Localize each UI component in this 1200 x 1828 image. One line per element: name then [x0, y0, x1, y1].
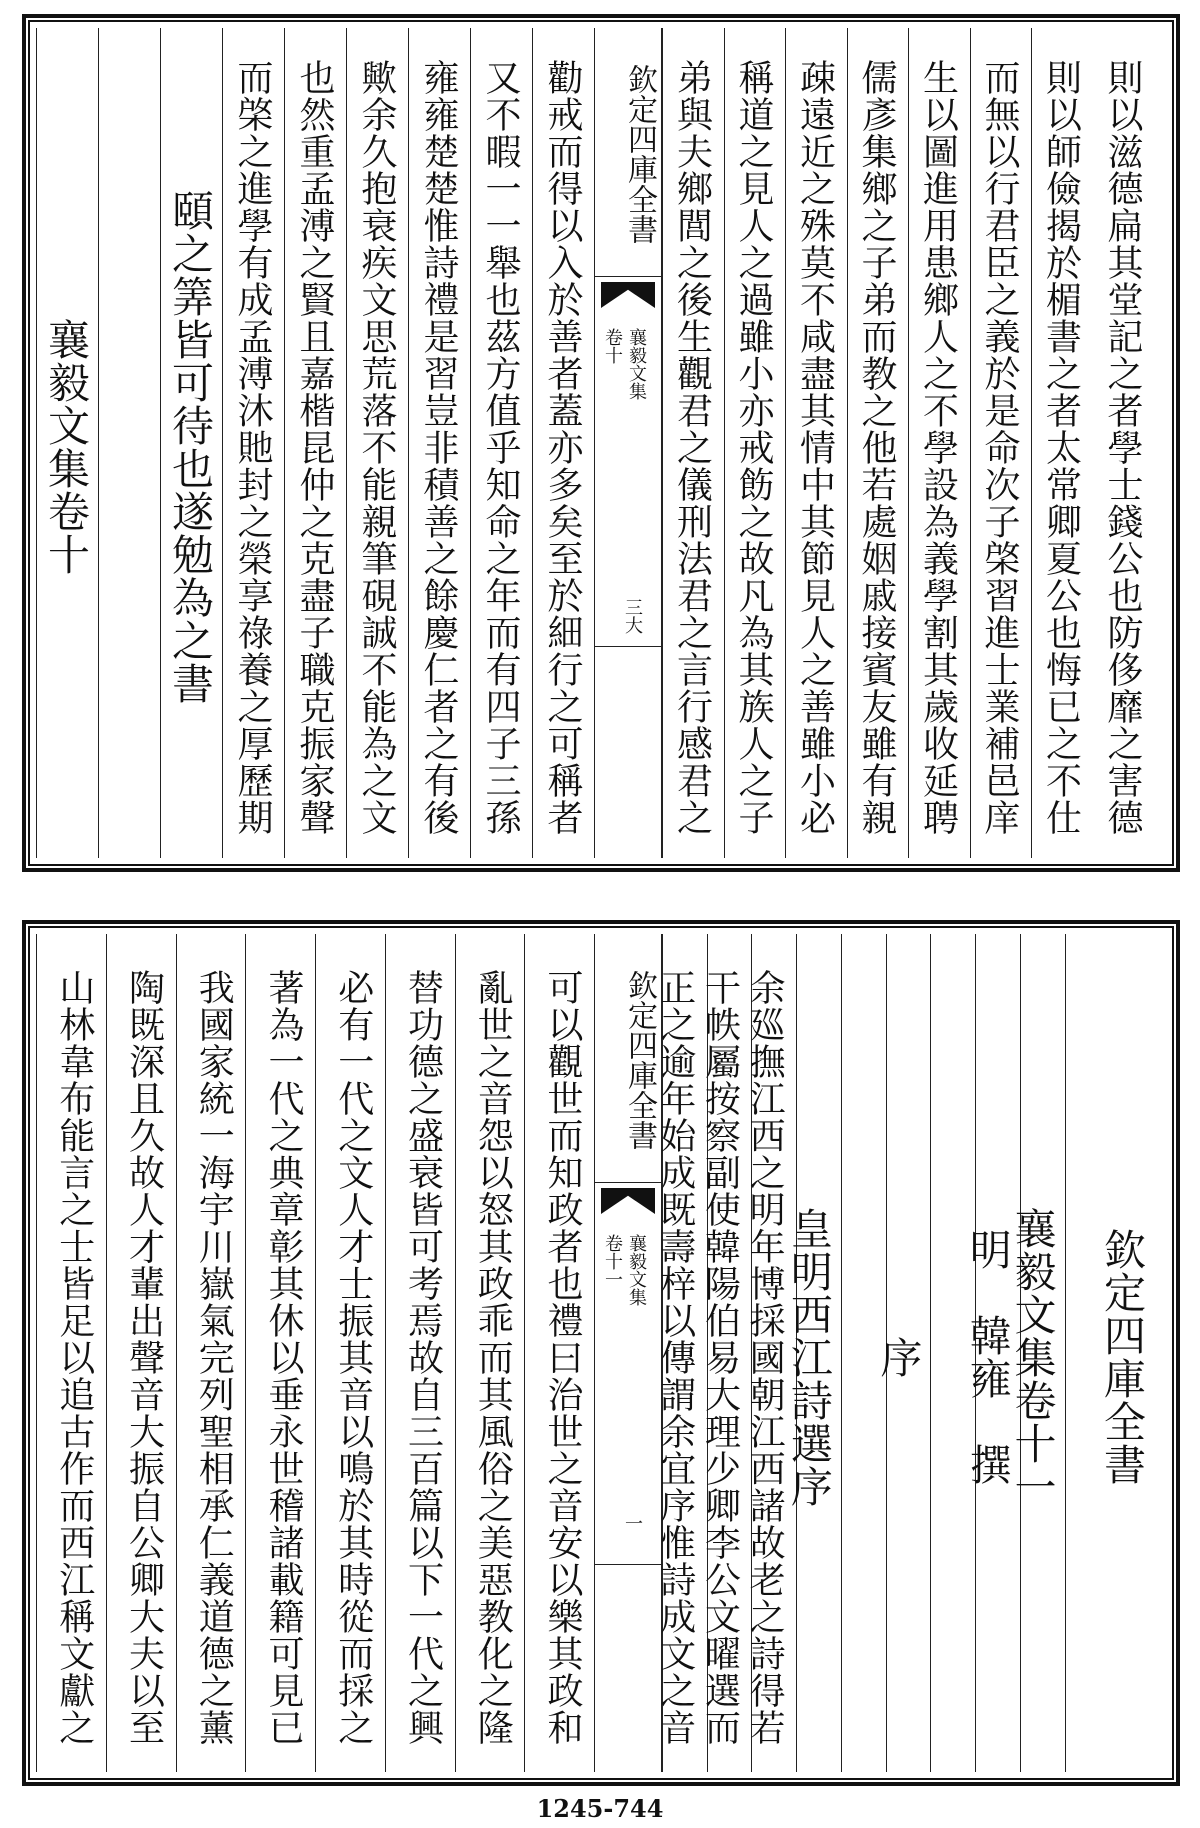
top_page-right-col-4: 儒彥集鄉之子弟而教之他若處姻戚接賓友雖有親	[856, 58, 897, 836]
text-column	[315, 934, 385, 1772]
text-column	[970, 28, 1032, 858]
center-rule	[595, 1182, 661, 1183]
top_page-right-col-3: 生以圖進用患鄉人之不學設為義學割其歲收延聘	[917, 58, 959, 836]
center-margin-strip	[594, 28, 662, 858]
bottom_page-right-col-9: 干帙屬按察副使韓陽伯易大理少卿李公文曜選而	[699, 968, 741, 1746]
top_page-right-col-7: 弟與夫鄉閭之後生觀君之儀刑法君之言行感君之	[671, 58, 713, 836]
text-column	[284, 28, 346, 858]
text-column	[455, 934, 525, 1772]
top_page-right-col-5: 疎遠近之殊莫不咸盡其情中其節見人之善雖小必	[794, 58, 836, 836]
top_page-right-col-1: 則以師儉揭於楣書之者太常卿夏公也悔已之不仕	[1040, 58, 1082, 836]
top_page-right-col-6: 稱道之見人之過雖小亦戒飭之故凡為其族人之子	[733, 58, 774, 836]
text-column	[245, 934, 315, 1772]
bottom_page-left-col-1: 亂世之音怨以怒其政乖而其風俗之美惡教化之隆	[472, 968, 514, 1746]
text-column	[785, 28, 847, 858]
center-book-title: 襄毅文集	[626, 1234, 647, 1306]
text-column	[930, 934, 975, 1772]
bottom_page-right-col-2: 襄毅文集卷十一	[1008, 1206, 1058, 1508]
bottom_page-right-col-10: 正之逾年始成既壽梓以傳謂余宜序惟詩成文之音	[654, 968, 696, 1746]
bottom-page-panel	[22, 920, 1180, 1786]
top_page-left-col-8: 襄毅文集卷十	[42, 318, 91, 576]
text-column	[662, 28, 724, 858]
text-column	[963, 934, 1020, 1772]
top_page-left-col-6: 頤之筭皆可待也遂勉為之書	[166, 189, 215, 705]
center-volume: 卷十一	[602, 1234, 623, 1288]
bottom_page-left-col-5: 我國家統一海宇川嶽氣完列聖相承仁義道德之薰	[193, 968, 235, 1746]
top_page-left-col-4: 也然重孟溥之賢且嘉楷昆仲之克盡子職克振家聲	[294, 58, 335, 836]
text-column	[385, 934, 455, 1772]
text-column	[724, 28, 786, 858]
bottom_page-left-col-3: 必有一代之文人才士振其音以鳴於其時從而採之	[332, 968, 374, 1746]
bottom_page-left-col-4: 著為一代之典章彰其休以垂永世稽諸載籍可見已	[263, 968, 304, 1746]
bottom_page-right-col-3: 明 韓雍 撰	[963, 1228, 1013, 1486]
center-margin-strip	[594, 934, 662, 1772]
center-title: 欽定四庫全書	[622, 970, 657, 1150]
text-column	[408, 28, 470, 858]
bottom_page-left-col-7: 山林韋布能言之士皆足以追古作而西江稱文獻之	[53, 968, 95, 1746]
center-rule	[595, 276, 661, 277]
text-column	[36, 934, 106, 1772]
top-page-columns	[36, 28, 1166, 858]
text-column	[874, 934, 931, 1772]
text-column	[784, 934, 841, 1772]
center-volume: 卷十	[602, 328, 623, 364]
text-column	[470, 28, 532, 858]
text-column	[98, 28, 160, 858]
bottom_page-right-col-7: 皇明西江詩選序	[784, 1206, 834, 1508]
text-column	[532, 28, 594, 858]
text-column	[222, 28, 284, 858]
text-column	[1093, 28, 1155, 858]
text-column	[106, 934, 176, 1772]
bottom_page-left-col-0: 可以觀世而知政者也禮曰治世之音安以樂其政和	[542, 968, 583, 1746]
text-column	[176, 934, 246, 1772]
top_page-left-col-2: 雍雍楚楚惟詩禮是習豈非積善之餘慶仁者之有後	[418, 58, 459, 836]
text-column	[699, 934, 752, 1772]
top_page-left-col-5: 而棨之進學有成孟溥沐貤封之榮享祿養之厚歷期	[232, 58, 273, 836]
text-column	[524, 934, 594, 1772]
page-number: 1245-744	[536, 1794, 664, 1823]
center-book-title: 襄毅文集	[626, 328, 647, 400]
text-column	[160, 28, 222, 858]
text-column	[841, 934, 886, 1772]
text-column	[1097, 934, 1154, 1772]
text-column	[908, 28, 970, 858]
center-rule-lower	[595, 646, 661, 647]
top_page-left-col-3: 歟余久抱衰疾文思荒落不能親筆硯誠不能為之文	[356, 58, 397, 836]
text-column	[654, 934, 707, 1772]
text-column	[1008, 934, 1065, 1772]
text-column	[744, 934, 796, 1772]
fish-tail-mark	[601, 1188, 655, 1214]
text-column	[346, 28, 408, 858]
top_page-right-col-0: 則以滋德扁其堂記之者學士錢公也防侈靡之害德	[1102, 58, 1143, 836]
center-rule-lower	[595, 1564, 661, 1565]
top-page-panel	[22, 14, 1180, 872]
center-page-number: 一	[622, 1514, 643, 1532]
top_page-right-col-2: 而無以行君臣之義於是命次子棨習進士業補邑庠	[979, 58, 1020, 836]
fish-tail-mark	[601, 282, 655, 308]
text-column	[847, 28, 909, 858]
bottom_page-right-col-5: 序	[874, 1335, 924, 1379]
top_page-left-col-0: 勸戒而得以入於善者蓋亦多矣至於細行之可稱者	[542, 58, 583, 836]
text-column	[36, 28, 98, 858]
text-column	[1065, 934, 1110, 1772]
bottom_page-left-col-6: 陶既深且久故人才輩出聲音大振自公卿大夫以至	[123, 968, 165, 1746]
center-page-number: 三大	[622, 598, 643, 634]
center-title: 欽定四庫全書	[622, 64, 657, 244]
text-column	[1031, 28, 1093, 858]
bottom-page-columns	[36, 934, 1166, 1772]
bottom_page-right-col-8: 余廵撫江西之明年博採國朝江西諸故老之詩得若	[744, 968, 786, 1746]
bottom_page-right-col-0: 欽定四庫全書	[1097, 1228, 1147, 1486]
top_page-left-col-1: 又不暇一一舉也茲方值乎知命之年而有四子三孫	[480, 58, 521, 836]
bottom_page-left-col-2: 替功德之盛衰皆可考焉故自三百篇以下一代之興	[402, 968, 444, 1746]
